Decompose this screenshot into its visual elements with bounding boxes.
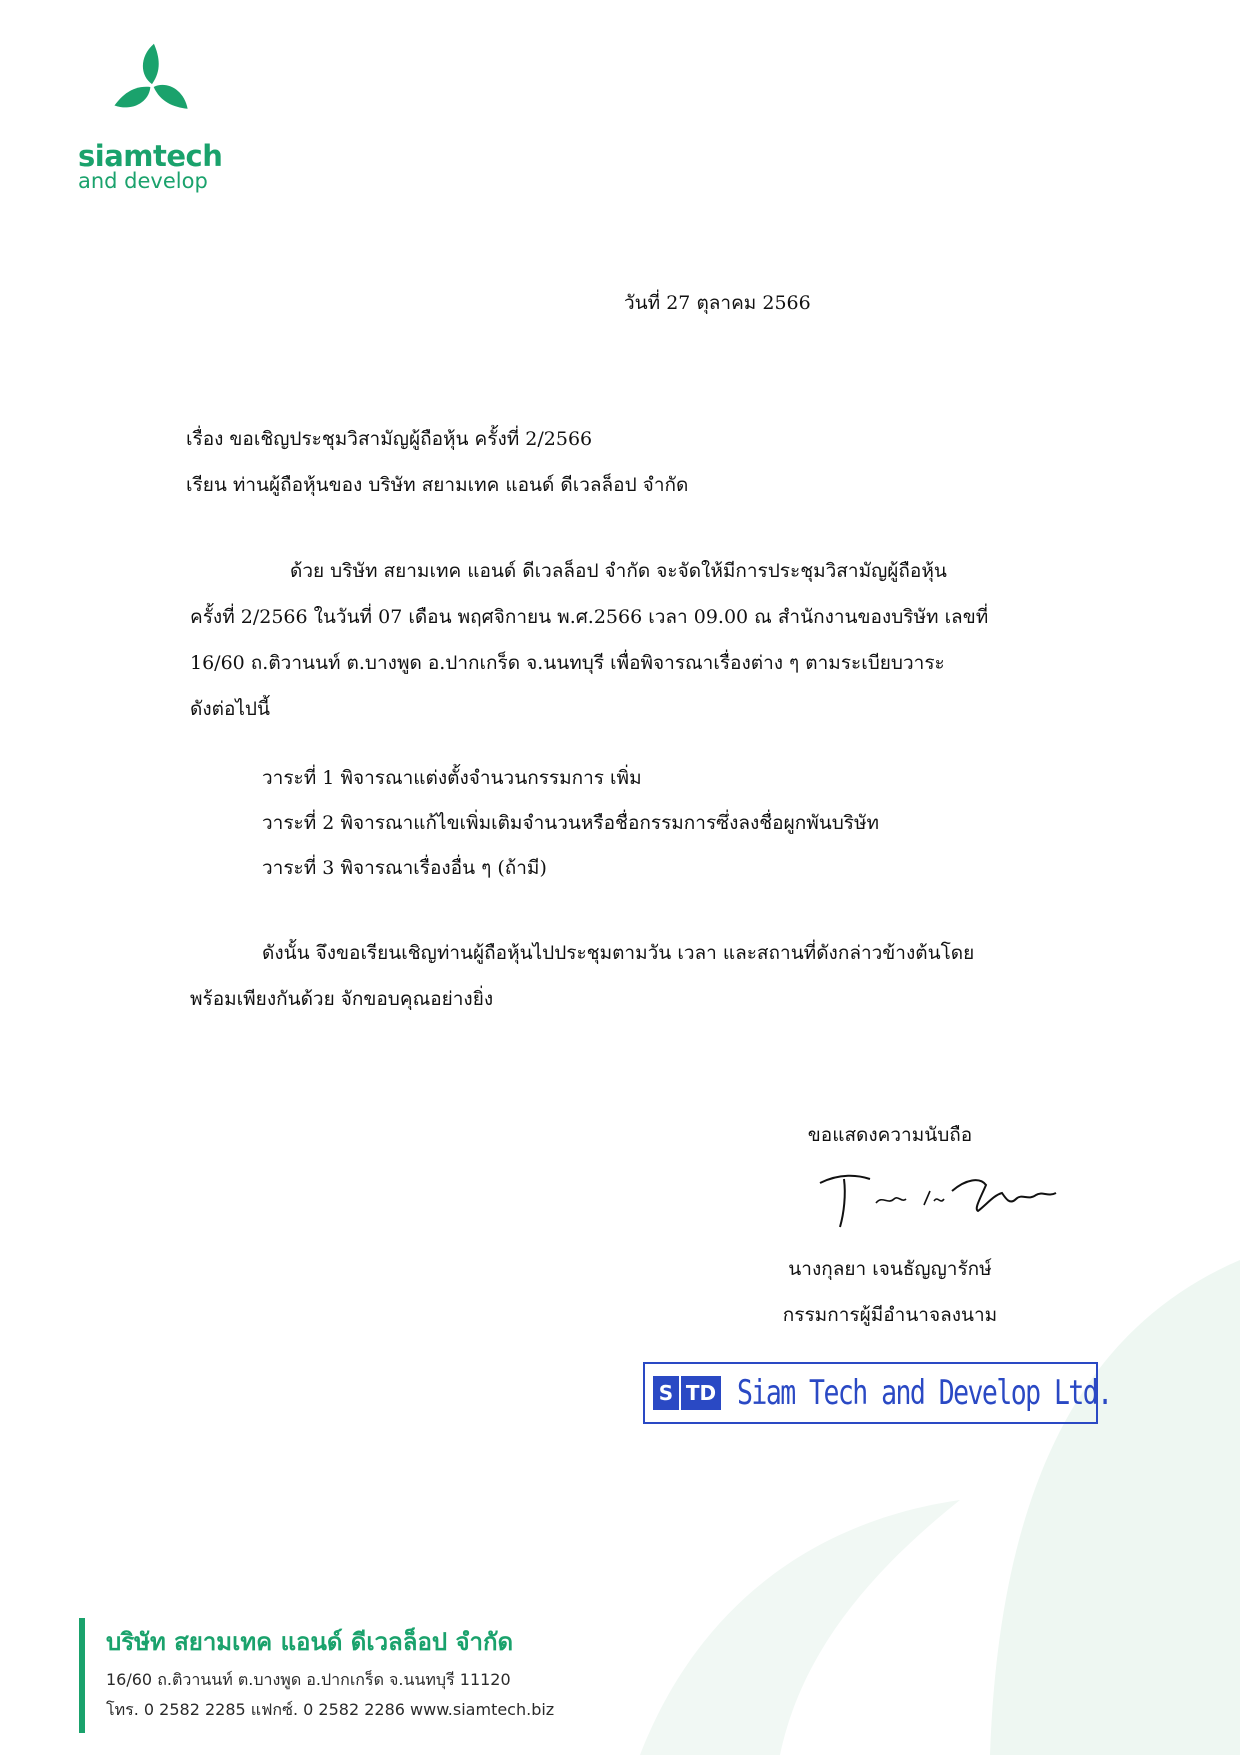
- paragraph-line: 16/60 ถ.ติวานนท์ ต.บางพูด อ.ปากเกร็ด จ.นนทบุรี เพื่อพิจารณาเรื่องต่าง ๆ ตามระเบียบวาระ: [190, 652, 945, 674]
- stamp-letter-s: S: [653, 1376, 679, 1410]
- letter-subject: เรื่อง ขอเชิญประชุมวิสามัญผู้ถือหุ้น ครั้งที่ 2/2566: [186, 428, 593, 450]
- stamp-text: Siam Tech and Develop Ltd.: [737, 1373, 1112, 1413]
- agenda-item: วาระที่ 2 พิจารณาแก้ไขเพิ่มเติมจำนวนหรือชื่อกรรมการซึ่งลงชื่อผูกพันบริษัท: [262, 812, 880, 834]
- letter-date: วันที่ 27 ตุลาคม 2566: [624, 292, 811, 314]
- company-stamp: [643, 1362, 1112, 1424]
- signer-name: นางกุลยา เจนธัญญารักษ์: [788, 1258, 992, 1280]
- paragraph-line: พร้อมเพียงกันด้วย จักขอบคุณอย่างยิ่ง: [190, 988, 494, 1010]
- agenda-list: [262, 756, 879, 891]
- paragraph-line: ดังต่อไปนี้: [190, 698, 270, 720]
- footer-contact: โทร. 0 2582 2285 แฟกซ์. 0 2582 2286 www.siamtech.biz: [106, 1700, 555, 1719]
- letter-recipient: เรียน ท่านผู้ถือหุ้นของ บริษัท สยามเทค แอนด์ ดีเวลล็อป จำกัด: [186, 474, 689, 496]
- logo-name: siamtech: [78, 139, 223, 173]
- agenda-item: วาระที่ 3 พิจารณาเรื่องอื่น ๆ (ถ้ามี): [262, 857, 547, 879]
- paragraph-intro: [190, 548, 1050, 732]
- paragraph-line: ด้วย บริษัท สยามเทค แอนด์ ดีเวลล็อป จำกัด จะจัดให้มีการประชุมวิสามัญผู้ถือหุ้น: [290, 560, 947, 582]
- paragraph-closing: [190, 930, 1050, 1022]
- closing-salutation: ขอแสดงความนับถือ: [807, 1124, 973, 1146]
- paragraph-line: ครั้งที่ 2/2566 ในวันที่ 07 เดือน พฤศจิกายน พ.ศ.2566 เวลา 09.00 ณ สำนักงานของบริษัท เลขที่: [190, 606, 989, 628]
- pinwheel-logo-icon: [104, 38, 200, 134]
- signer-title: กรรมการผู้มีอำนาจลงนาม: [782, 1304, 998, 1326]
- handwritten-signature: [810, 1165, 1090, 1235]
- stamp-logo: [653, 1376, 723, 1410]
- footer-address: 16/60 ถ.ติวานนท์ ต.บางพูด อ.ปากเกร็ด จ.นนทบุรี 11120: [106, 1670, 511, 1689]
- paragraph-line: ดังนั้น จึงขอเรียนเชิญท่านผู้ถือหุ้นไปประชุมตามวัน เวลา และสถานที่ดังกล่าวข้างต้นโดย: [262, 942, 975, 964]
- footer-company-name: บริษัท สยามเทค แอนด์ ดีเวลล็อป จำกัด: [106, 1628, 514, 1656]
- footer-accent-bar: [79, 1618, 85, 1733]
- logo-subtitle: and develop: [78, 169, 208, 193]
- stamp-letters-td: TD: [681, 1376, 721, 1410]
- company-logo: [78, 38, 248, 192]
- agenda-item: วาระที่ 1 พิจารณาแต่งตั้งจำนวนกรรมการ เพิ่ม: [262, 767, 642, 789]
